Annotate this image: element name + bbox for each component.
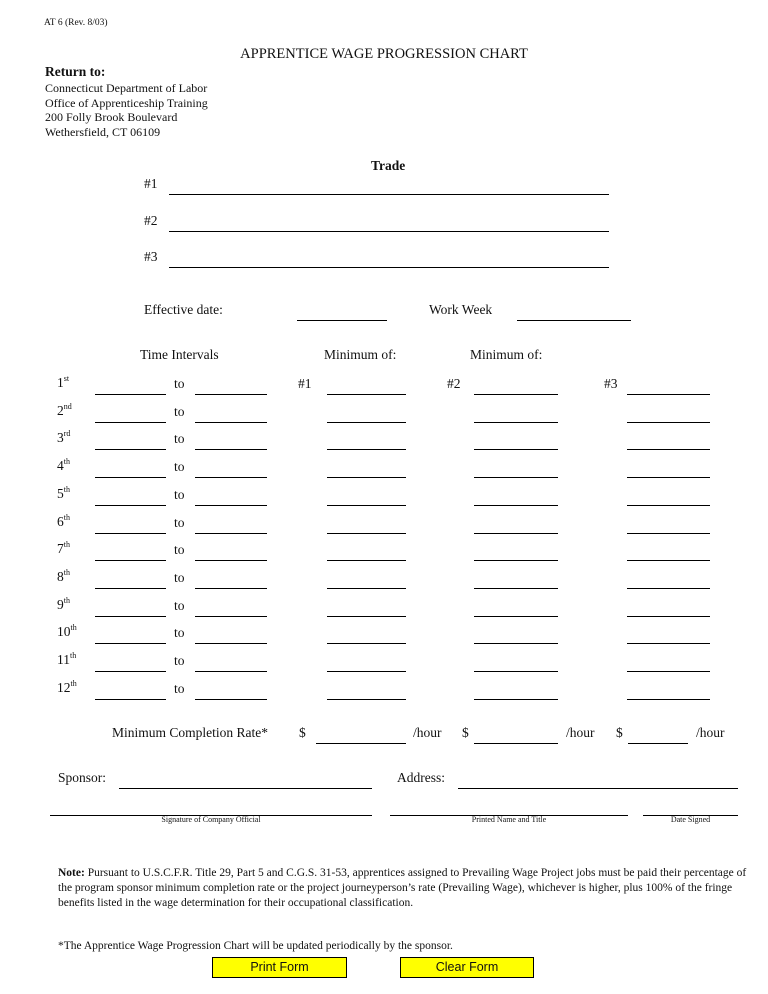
interval-number: 10 xyxy=(57,624,71,639)
interval-label xyxy=(57,485,70,502)
interval-number: 8 xyxy=(57,569,64,584)
wage-2-field[interactable] xyxy=(474,681,558,700)
currency-sign: $ xyxy=(299,725,306,740)
wage-3-field[interactable] xyxy=(627,570,710,589)
interval-from-field[interactable] xyxy=(95,570,166,589)
interval-to-field[interactable] xyxy=(195,459,267,478)
wage-1-field[interactable] xyxy=(327,404,406,423)
to-label: to xyxy=(174,625,185,640)
wage-2-field[interactable] xyxy=(474,431,558,450)
wage-3-field[interactable] xyxy=(627,625,710,644)
interval-number: 7 xyxy=(57,541,64,556)
interval-number: 1 xyxy=(57,375,64,390)
address-line: 200 Folly Brook Boulevard xyxy=(45,110,178,124)
interval-number: 12 xyxy=(57,680,71,695)
interval-suffix: th xyxy=(63,485,70,494)
trade-3-field[interactable] xyxy=(169,249,609,268)
wage-2-field[interactable] xyxy=(474,542,558,561)
to-label: to xyxy=(174,570,185,585)
wage-1-field[interactable] xyxy=(327,487,406,506)
address-line: Connecticut Department of Labor xyxy=(45,81,208,95)
wage-3-field[interactable] xyxy=(627,681,710,700)
interval-to-field[interactable] xyxy=(195,487,267,506)
wage-3-field[interactable] xyxy=(627,431,710,450)
wage-3-field[interactable] xyxy=(627,653,710,672)
wage-1-field[interactable] xyxy=(327,459,406,478)
trade-row-2-label: #2 xyxy=(144,213,158,228)
completion-rate-2-field[interactable] xyxy=(474,725,558,744)
effective-date-field[interactable] xyxy=(297,302,387,321)
interval-from-field[interactable] xyxy=(95,459,166,478)
to-label: to xyxy=(174,376,185,391)
interval-number: 4 xyxy=(57,458,64,473)
completion-rate-label: Minimum Completion Rate* xyxy=(112,725,268,740)
interval-label xyxy=(57,402,72,419)
wage-2-field[interactable] xyxy=(474,459,558,478)
trade-row-1-label: #1 xyxy=(144,176,158,191)
wage-1-field[interactable] xyxy=(327,515,406,534)
wage-2-field[interactable] xyxy=(474,653,558,672)
interval-number: 5 xyxy=(57,486,64,501)
interval-label xyxy=(57,540,70,557)
clear-form-button[interactable]: Clear Form xyxy=(400,957,534,978)
page-title: APPRENTICE WAGE PROGRESSION CHART xyxy=(240,46,528,62)
interval-suffix: th xyxy=(63,568,70,577)
trade-row-3-label: #3 xyxy=(144,249,158,264)
address-label: Address: xyxy=(397,770,445,785)
wage-1-field[interactable] xyxy=(327,598,406,617)
work-week-label: Work Week xyxy=(429,302,493,317)
interval-to-field[interactable] xyxy=(195,625,267,644)
to-label: to xyxy=(174,431,185,446)
wage-1-field[interactable] xyxy=(327,376,406,395)
return-address xyxy=(45,81,208,139)
to-label: to xyxy=(174,542,185,557)
address-field[interactable] xyxy=(458,770,738,789)
interval-from-field[interactable] xyxy=(95,376,166,395)
wage-1-field[interactable] xyxy=(327,681,406,700)
interval-number: 2 xyxy=(57,403,64,418)
note-paragraph xyxy=(58,866,748,911)
work-week-field[interactable] xyxy=(517,302,631,321)
interval-to-field[interactable] xyxy=(195,570,267,589)
signature-field[interactable] xyxy=(50,797,372,816)
currency-sign: $ xyxy=(616,725,623,740)
interval-number: 11 xyxy=(57,652,70,667)
wage-column-marker: #1 xyxy=(298,376,312,391)
wage-3-field[interactable] xyxy=(627,459,710,478)
wage-2-field[interactable] xyxy=(474,487,558,506)
print-form-button[interactable]: Print Form xyxy=(212,957,347,978)
interval-suffix: st xyxy=(63,374,70,383)
to-label: to xyxy=(174,515,185,530)
interval-to-field[interactable] xyxy=(195,681,267,700)
interval-suffix: th xyxy=(63,457,70,466)
interval-from-field[interactable] xyxy=(95,598,166,617)
wage-2-field[interactable] xyxy=(474,598,558,617)
to-label: to xyxy=(174,598,185,613)
interval-from-field[interactable] xyxy=(95,681,166,700)
interval-number: 3 xyxy=(57,430,64,445)
wage-3-field[interactable] xyxy=(627,542,710,561)
interval-suffix: th xyxy=(63,596,70,605)
interval-from-field[interactable] xyxy=(95,515,166,534)
date-signed-field[interactable] xyxy=(643,797,738,816)
wage-2-field[interactable] xyxy=(474,404,558,423)
printed-name-caption: Printed Name and Title xyxy=(471,815,547,824)
address-line: Wethersfield, CT 06109 xyxy=(45,124,161,139)
to-label: to xyxy=(174,404,185,419)
interval-from-field[interactable] xyxy=(95,487,166,506)
interval-label xyxy=(57,679,77,696)
trade-2-field[interactable] xyxy=(169,213,609,232)
sponsor-field[interactable] xyxy=(119,770,372,789)
to-label: to xyxy=(174,653,185,668)
sponsor-label: Sponsor: xyxy=(58,770,107,785)
interval-to-field[interactable] xyxy=(195,404,267,423)
currency-sign: $ xyxy=(462,725,469,740)
interval-suffix: th xyxy=(63,540,70,549)
interval-label xyxy=(57,568,70,585)
interval-label xyxy=(57,429,70,446)
minimum-of-header-2: Minimum of: xyxy=(470,347,543,362)
wage-2-field[interactable] xyxy=(474,625,558,644)
footnote: *The Apprentice Wage Progression Chart will be updated periodically by the sponsor. xyxy=(58,940,453,952)
wage-2-field[interactable] xyxy=(474,515,558,534)
completion-rate-3-field[interactable] xyxy=(628,725,688,744)
wage-1-field[interactable] xyxy=(327,570,406,589)
wage-3-field[interactable] xyxy=(627,598,710,617)
interval-to-field[interactable] xyxy=(195,376,267,395)
signature-caption: Signature of Company Official xyxy=(161,815,261,824)
per-hour-label: /hour xyxy=(413,725,442,740)
completion-rate-1-field[interactable] xyxy=(316,725,406,744)
wage-1-field[interactable] xyxy=(327,625,406,644)
interval-suffix: nd xyxy=(63,402,72,411)
interval-from-field[interactable] xyxy=(95,625,166,644)
wage-3-field[interactable] xyxy=(627,487,710,506)
trade-1-field[interactable] xyxy=(169,176,609,195)
interval-from-field[interactable] xyxy=(95,404,166,423)
to-label: to xyxy=(174,487,185,502)
wage-1-field[interactable] xyxy=(327,542,406,561)
address-line: Office of Apprenticeship Training xyxy=(45,95,208,110)
interval-from-field[interactable] xyxy=(95,542,166,561)
interval-to-field[interactable] xyxy=(195,542,267,561)
form-id: AT 6 (Rev. 8/03) xyxy=(44,18,108,28)
printed-name-field[interactable] xyxy=(390,797,628,816)
wage-column-marker: #3 xyxy=(604,376,618,391)
interval-suffix: rd xyxy=(63,429,71,438)
per-hour-label: /hour xyxy=(696,725,725,740)
interval-label xyxy=(57,651,76,668)
interval-to-field[interactable] xyxy=(195,653,267,672)
interval-from-field[interactable] xyxy=(95,653,166,672)
wage-column-marker: #2 xyxy=(447,376,461,391)
minimum-of-header-1: Minimum of: xyxy=(324,347,397,362)
wage-3-field[interactable] xyxy=(627,376,710,395)
interval-suffix: th xyxy=(70,679,77,688)
trade-label: Trade xyxy=(371,158,406,173)
interval-suffix: th xyxy=(63,513,70,522)
wage-2-field[interactable] xyxy=(474,376,558,395)
to-label: to xyxy=(174,459,185,474)
wage-3-field[interactable] xyxy=(627,404,710,423)
interval-label xyxy=(57,457,70,474)
interval-label xyxy=(57,513,70,530)
interval-label xyxy=(57,374,69,391)
interval-label xyxy=(57,623,77,640)
interval-from-field[interactable] xyxy=(95,431,166,450)
interval-to-field[interactable] xyxy=(195,515,267,534)
note-text: Pursuant to U.S.C.F.R. Title 29, Part 5 and C.G.S. 31-53, apprentices assigned to Prevailing Wage Project jobs must be paid their percentage of the program sponsor minimum completion rate or the project journeyperson’s rate (Prevailing Wage), whichever is higher, plus 100% of the fringe benefits listed in the wage determination for their occupational classification. xyxy=(58,867,747,909)
note-label: Note: xyxy=(58,867,85,879)
per-hour-label: /hour xyxy=(566,725,595,740)
interval-number: 9 xyxy=(57,597,64,612)
wage-1-field[interactable] xyxy=(327,653,406,672)
to-label: to xyxy=(174,681,185,696)
time-intervals-header: Time Intervals xyxy=(140,347,219,362)
interval-to-field[interactable] xyxy=(195,598,267,617)
date-signed-caption: Date Signed xyxy=(670,815,711,824)
return-to-label: Return to: xyxy=(45,64,106,79)
effective-date-label: Effective date: xyxy=(144,302,223,317)
interval-number: 6 xyxy=(57,514,64,529)
interval-to-field[interactable] xyxy=(195,431,267,450)
wage-3-field[interactable] xyxy=(627,515,710,534)
wage-1-field[interactable] xyxy=(327,431,406,450)
interval-suffix: th xyxy=(70,623,77,632)
interval-suffix: th xyxy=(70,651,77,660)
interval-label xyxy=(57,596,70,613)
wage-2-field[interactable] xyxy=(474,570,558,589)
